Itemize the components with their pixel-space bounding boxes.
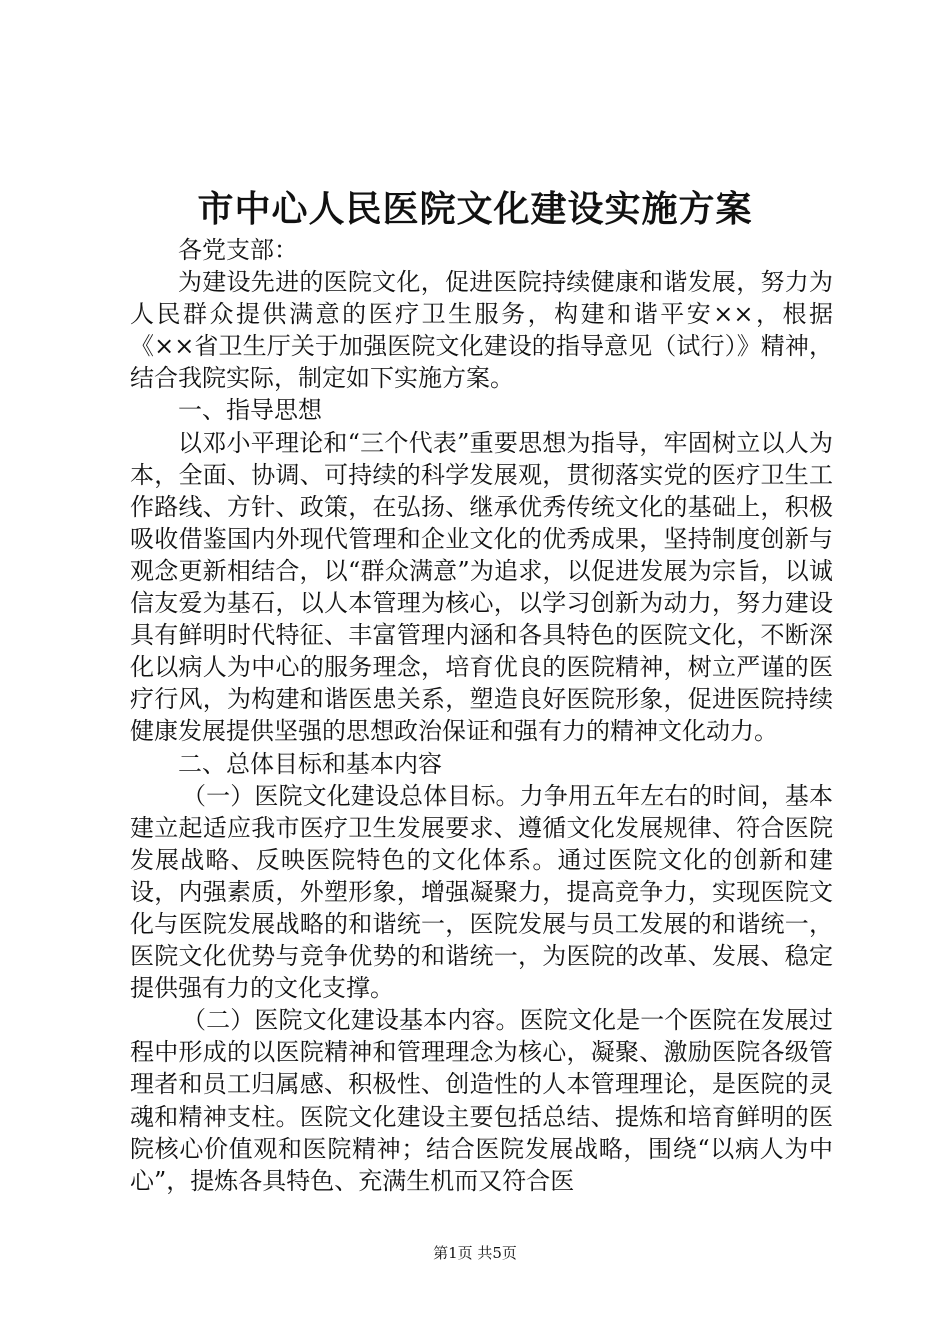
document-body [130,234,833,1197]
section-heading-goals-content: 二、总体目标和基本内容 [178,749,442,778]
overall-goal-paragraph: （一）医院文化建设总体目标。力争用五年左右的时间，基本建立起适应我市医疗卫生发展要求、遵循文化发展规律、符合医院发展战略、反映医院特色的文化体系。通过医院文化的创新和建设，内强素质，外塑形象，增强凝聚力，提高竞争力，实现医院文化与医院发展战略的和谐统一，医院发展与员工发展的和谐统一，医院文化优势与竞争优势的和谐统一，为医院的改革、发展、稳定提供强有力的文化支撑。 [130,781,833,1003]
intro-paragraph: 为建设先进的医院文化，促进医院持续健康和谐发展，努力为人民群众提供满意的医疗卫生服务，构建和谐平安××，根据《××省卫生厅关于加强医院文化建设的指导意见（试行）》精神，结合我院实际，制定如下实施方案。 [130,268,833,393]
page-footer: 第1页 共5页 [433,1244,517,1262]
salutation-paragraph: 各党支部： [178,236,298,264]
basic-content-paragraph: （二）医院文化建设基本内容。医院文化是一个医院在发展过程中形成的以医院精神和管理理念为核心，凝聚、激励医院各级管理者和员工归属感、积极性、创造性的人本管理理论，是医院的灵魂和精神支柱。医院文化建设主要包括总结、提炼和培育鲜明的医院核心价值观和医院精神；结合医院发展战略，围绕“以病人为中心”，提炼各具特色、充满生机而又符合医 [130,1006,833,1195]
section-heading-guiding-ideology: 一、指导思想 [178,396,322,425]
guiding-ideology-paragraph: 以邓小平理论和“三个代表”重要思想为指导，牢固树立以人为本，全面、协调、可持续的科学发展观，贯彻落实党的医疗卫生工作路线、方针、政策，在弘扬、继承优秀传统文化的基础上，积极吸收借鉴国内外现代管理和企业文化的优秀成果，坚持制度创新与观念更新相结合，以“群众满意”为追求，以促进发展为宗旨，以诚信友爱为基石，以人本管理为核心，以学习创新为动力，努力建设具有鲜明时代特征、丰富管理内涵和各具特色的医院文化，不断深化以病人为中心的服务理念，培育优良的医院精神，树立严谨的医疗行风，为构建和谐医患关系，塑造良好医院形象，促进医院持续健康发展提供坚强的思想政治保证和强有力的精神文化动力。 [130,428,833,746]
document-title: 市中心人民医院文化建设实施方案 [197,188,753,230]
